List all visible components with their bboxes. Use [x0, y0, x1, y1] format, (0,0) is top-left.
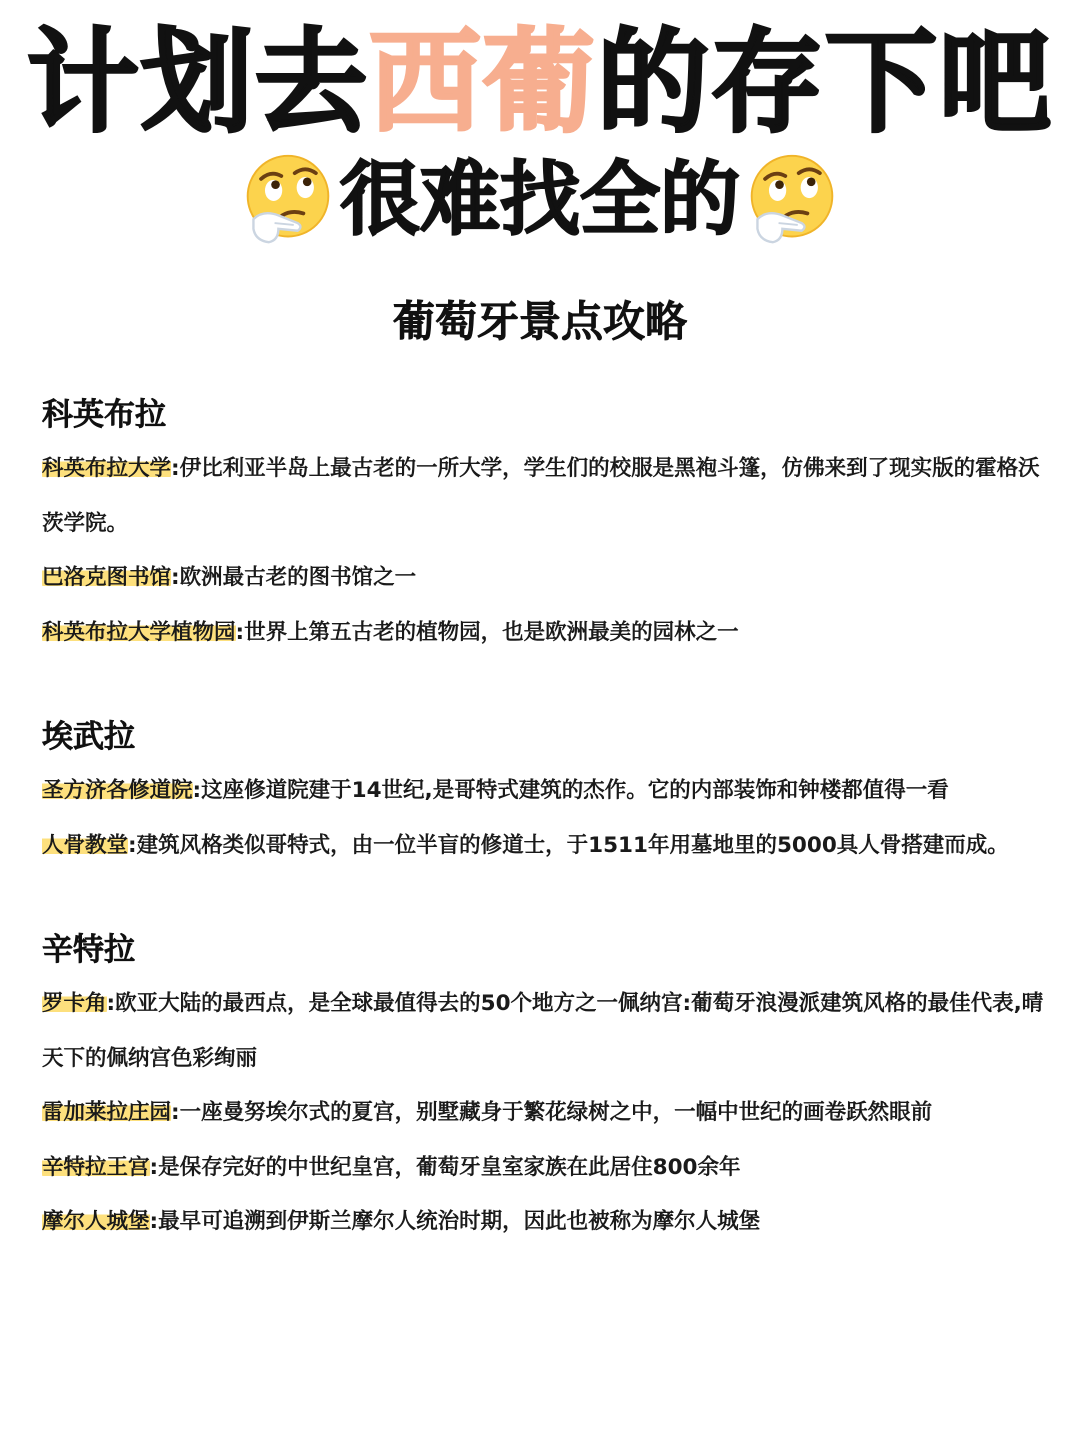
spot-description: :最早可追溯到伊斯兰摩尔人统治时期，因此也被称为摩尔人城堡 [149, 1209, 761, 1234]
spot-description: :欧洲最古老的图书馆之一 [171, 565, 417, 590]
spot-entry [42, 1086, 1052, 1141]
spot-name: 摩尔人城堡 [42, 1209, 150, 1234]
subheadline-row [0, 145, 1080, 255]
spot-entry [42, 606, 1052, 661]
region-sintra [42, 923, 1052, 1250]
spot-description: :一座曼努埃尔式的夏宫，别墅藏身于繁花绿树之中，一幅中世纪的画卷跃然眼前 [171, 1100, 933, 1125]
spot-name: 罗卡角 [42, 991, 107, 1016]
spot-description: :伊比利亚半岛上最古老的一所大学，学生们的校服是黑袍斗篷，仿佛来到了现实版的霍格沃茨学院。 [42, 456, 1040, 536]
spot-entry [42, 551, 1052, 606]
headline [0, 18, 1080, 148]
spot-description: :是保存完好的中世纪皇宫，葡萄牙皇室家族在此居住800余年 [149, 1154, 741, 1180]
spot-description: :欧亚大陆的最西点，是全球最值得去的50个地方之一佩纳宫:葡萄牙浪漫派建筑风格的最佳代表,晴天下的佩纳宫色彩绚丽 [42, 991, 1044, 1071]
spot-name: 人骨教堂 [42, 832, 129, 858]
thinking-face-icon [744, 152, 840, 248]
region-evora [42, 710, 1052, 873]
guide-title: 葡萄牙景点攻略 [392, 297, 687, 346]
spot-entry [42, 1195, 1052, 1250]
spot-entry [42, 819, 1052, 874]
spot-entry [42, 977, 1052, 1086]
region-title: 埃武拉 [42, 719, 135, 755]
region-coimbra [42, 388, 1052, 660]
spot-name: 科英布拉大学植物园 [42, 619, 236, 645]
spot-name: 科英布拉大学 [42, 456, 172, 481]
spot-name: 圣方济各修道院 [42, 778, 193, 803]
headline-accent: 西葡 [369, 18, 597, 148]
guide-content [42, 388, 1052, 1250]
subheadline: 很难找全的 [340, 153, 740, 246]
thinking-face-icon [240, 152, 336, 248]
headline-part-2: 的存下吧 [597, 18, 1053, 148]
headline-part-1: 计划去 [27, 18, 369, 148]
spot-name: 辛特拉王宫 [42, 1154, 150, 1180]
spot-description: :这座修道院建于14世纪,是哥特式建筑的杰作。它的内部装饰和钟楼都值得一看 [192, 778, 949, 803]
region-title: 科英布拉 [42, 397, 166, 433]
region-title: 辛特拉 [42, 932, 135, 968]
spot-description: :世界上第五古老的植物园，也是欧洲最美的园林之一 [235, 619, 739, 645]
spot-entry [42, 764, 1052, 819]
spot-name: 雷加莱拉庄园 [42, 1100, 172, 1125]
spot-entry [42, 1141, 1052, 1196]
spot-description: :建筑风格类似哥特式，由一位半盲的修道士，于1511年用墓地里的5000具人骨搭建而成。 [128, 832, 1009, 858]
spot-name: 巴洛克图书馆 [42, 565, 172, 590]
spot-entry [42, 442, 1052, 551]
